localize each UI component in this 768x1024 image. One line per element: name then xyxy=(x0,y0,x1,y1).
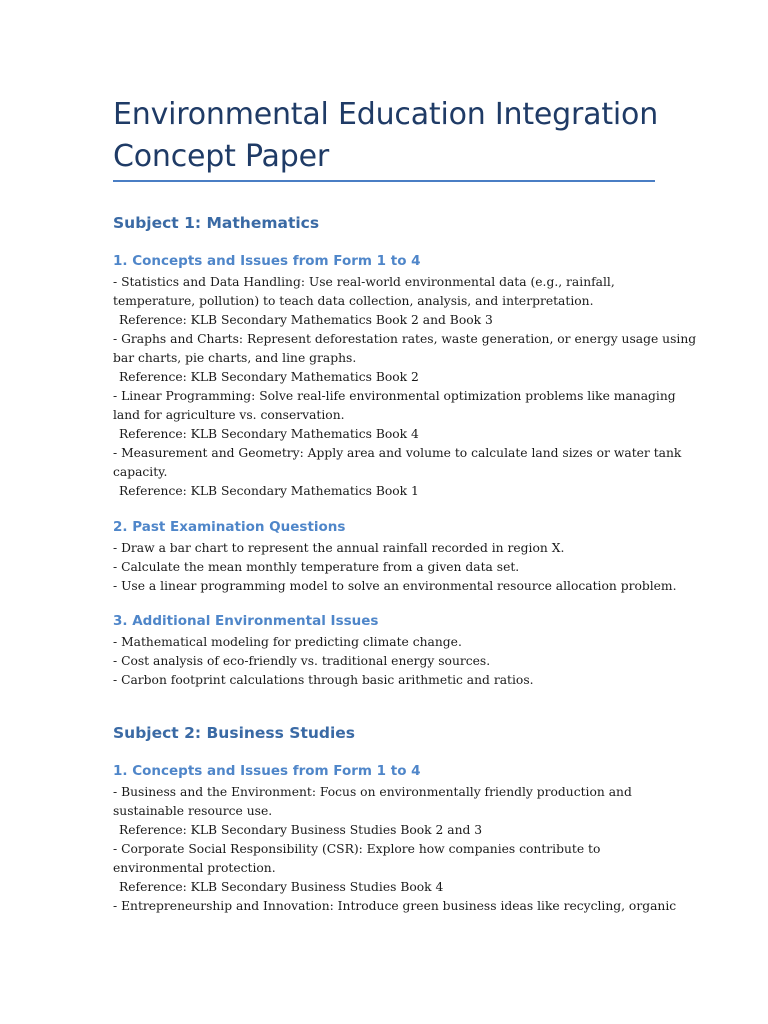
body-line: - Statistics and Data Handling: Use real-world environmental data (e.g., rainfall, xyxy=(113,275,615,289)
reference-line: Reference: KLB Secondary Mathematics Book 2 xyxy=(119,370,419,384)
document-title-line-2: Concept Paper xyxy=(113,139,329,174)
reference-line: Reference: KLB Secondary Mathematics Book 1 xyxy=(119,484,419,498)
reference-line: Reference: KLB Secondary Business Studies Book 4 xyxy=(119,880,444,894)
subject-1-section-3-body xyxy=(113,633,655,690)
subject-1-section-2-heading: 2. Past Examination Questions xyxy=(113,519,346,535)
body-line: - Mathematical modeling for predicting climate change. xyxy=(113,635,462,649)
body-line: - Graphs and Charts: Represent deforestation rates, waste generation, or energy usage using xyxy=(113,332,697,346)
document-title-line-1: Environmental Education Integration xyxy=(113,97,659,132)
subject-2-section-1-heading: 1. Concepts and Issues from Form 1 to 4 xyxy=(113,763,421,779)
title-divider xyxy=(113,180,655,182)
document-title xyxy=(113,94,659,178)
subject-1-section-1-body xyxy=(113,273,697,501)
body-line: - Use a linear programming model to solve an environmental resource allocation problem. xyxy=(113,579,677,593)
body-line: land for agriculture vs. conservation. xyxy=(113,408,345,422)
reference-line: Reference: KLB Secondary Business Studies Book 2 and 3 xyxy=(119,823,483,837)
reference-line: Reference: KLB Secondary Mathematics Book 2 and Book 3 xyxy=(119,313,493,327)
body-line: - Cost analysis of eco-friendly vs. traditional energy sources. xyxy=(113,654,491,668)
body-line: - Linear Programming: Solve real-life environmental optimization problems like managing xyxy=(113,389,676,403)
body-line: - Draw a bar chart to represent the annual rainfall recorded in region X. xyxy=(113,541,565,555)
body-line: - Measurement and Geometry: Apply area and volume to calculate land sizes or water tank xyxy=(113,446,682,460)
subject-1-heading: Subject 1: Mathematics xyxy=(113,214,320,232)
body-line: - Carbon footprint calculations through basic arithmetic and ratios. xyxy=(113,673,534,687)
body-line: bar charts, pie charts, and line graphs. xyxy=(113,351,357,365)
body-line: - Calculate the mean monthly temperature from a given data set. xyxy=(113,560,520,574)
subject-2-section-1-body xyxy=(113,783,677,916)
subject-1-section-3-heading: 3. Additional Environmental Issues xyxy=(113,613,379,629)
body-line: - Entrepreneurship and Innovation: Introduce green business ideas like recycling, organic xyxy=(113,899,677,913)
body-line: - Business and the Environment: Focus on environmentally friendly production and xyxy=(113,785,632,799)
body-line: sustainable resource use. xyxy=(113,804,273,818)
subject-2-heading: Subject 2: Business Studies xyxy=(113,724,356,742)
body-line: temperature, pollution) to teach data collection, analysis, and interpretation. xyxy=(113,294,594,308)
body-line: capacity. xyxy=(113,465,168,479)
body-line: - Corporate Social Responsibility (CSR): Explore how companies contribute to xyxy=(113,842,601,856)
reference-line: Reference: KLB Secondary Mathematics Book 4 xyxy=(119,427,419,441)
subject-1-section-1-heading: 1. Concepts and Issues from Form 1 to 4 xyxy=(113,253,421,269)
body-line: environmental protection. xyxy=(113,861,276,875)
subject-1-section-2-body xyxy=(113,539,677,596)
